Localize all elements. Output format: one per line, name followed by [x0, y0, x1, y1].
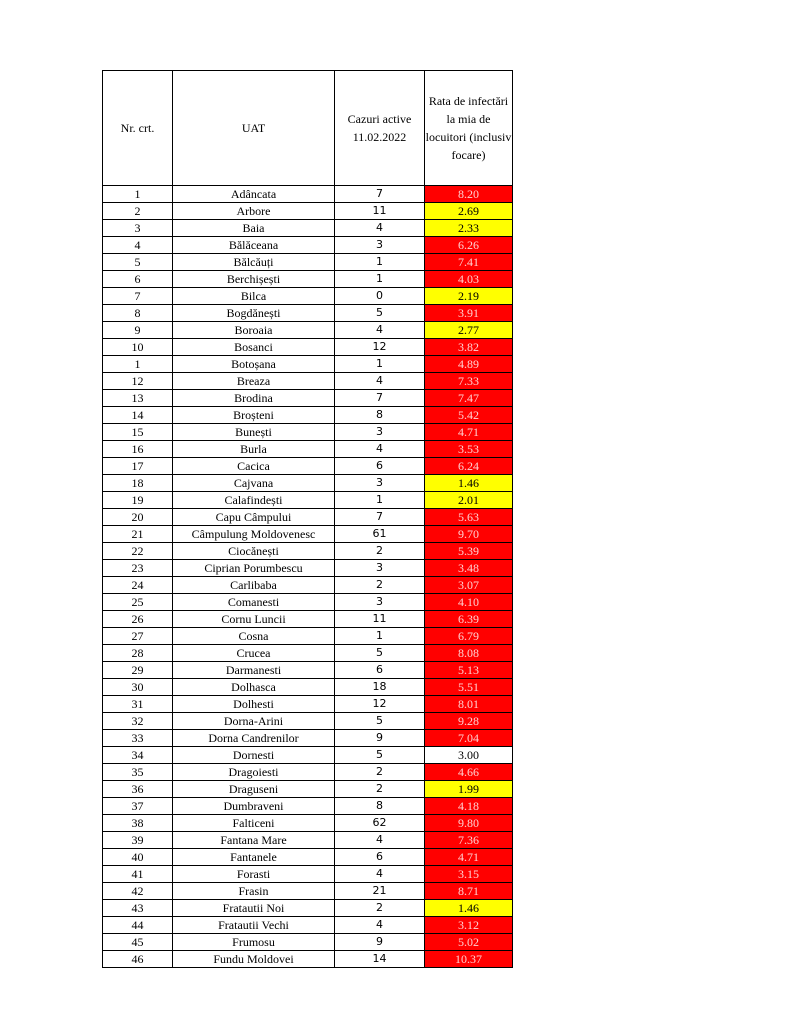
cell-nr-crt: 31	[103, 696, 173, 713]
cell-uat: Bălcăuți	[173, 254, 335, 271]
cell-infection-rate: 7.47	[425, 390, 513, 407]
cell-infection-rate: 4.66	[425, 764, 513, 781]
table-row	[103, 764, 513, 781]
table-row	[103, 628, 513, 645]
cell-uat: Cornu Luncii	[173, 611, 335, 628]
cell-uat: Draguseni	[173, 781, 335, 798]
table-row	[103, 390, 513, 407]
cell-uat: Arbore	[173, 203, 335, 220]
cell-nr-crt: 7	[103, 288, 173, 305]
cell-uat: Dornesti	[173, 747, 335, 764]
cell-nr-crt: 10	[103, 339, 173, 356]
cell-nr-crt: 32	[103, 713, 173, 730]
cell-uat: Ciocănești	[173, 543, 335, 560]
cell-uat: Fantana Mare	[173, 832, 335, 849]
cell-infection-rate: 1.46	[425, 900, 513, 917]
table-row	[103, 798, 513, 815]
cell-active-cases: 4	[335, 220, 425, 237]
cell-infection-rate: 1.99	[425, 781, 513, 798]
table-row	[103, 271, 513, 288]
cell-uat: Bălăceana	[173, 237, 335, 254]
cell-uat: Dolhesti	[173, 696, 335, 713]
cell-uat: Dolhasca	[173, 679, 335, 696]
table-row	[103, 186, 513, 203]
cell-active-cases: 11	[335, 611, 425, 628]
cell-uat: Carlibaba	[173, 577, 335, 594]
cell-nr-crt: 14	[103, 407, 173, 424]
table-row	[103, 934, 513, 951]
table-row	[103, 322, 513, 339]
cell-active-cases: 2	[335, 900, 425, 917]
cell-nr-crt: 28	[103, 645, 173, 662]
table-row	[103, 543, 513, 560]
cell-uat: Brodina	[173, 390, 335, 407]
cell-nr-crt: 1	[103, 186, 173, 203]
cell-nr-crt: 37	[103, 798, 173, 815]
header-infection-rate: Rata de infectări la mia de locuitori (inclusiv focare)	[425, 71, 513, 186]
cell-active-cases: 3	[335, 424, 425, 441]
cell-uat: Cacica	[173, 458, 335, 475]
cell-uat: Baia	[173, 220, 335, 237]
cell-uat: Fantanele	[173, 849, 335, 866]
cell-infection-rate: 2.19	[425, 288, 513, 305]
cell-uat: Cajvana	[173, 475, 335, 492]
cell-infection-rate: 6.24	[425, 458, 513, 475]
cell-nr-crt: 39	[103, 832, 173, 849]
cell-active-cases: 1	[335, 492, 425, 509]
cell-nr-crt: 25	[103, 594, 173, 611]
cell-uat: Ciprian Porumbescu	[173, 560, 335, 577]
cell-nr-crt: 17	[103, 458, 173, 475]
cell-active-cases: 4	[335, 917, 425, 934]
table-row	[103, 441, 513, 458]
table-row	[103, 509, 513, 526]
table-row	[103, 373, 513, 390]
cell-infection-rate: 9.80	[425, 815, 513, 832]
cell-infection-rate: 2.33	[425, 220, 513, 237]
cell-active-cases: 2	[335, 577, 425, 594]
cell-nr-crt: 20	[103, 509, 173, 526]
cell-active-cases: 6	[335, 662, 425, 679]
cell-infection-rate: 3.07	[425, 577, 513, 594]
cell-infection-rate: 6.79	[425, 628, 513, 645]
cell-active-cases: 4	[335, 373, 425, 390]
cell-infection-rate: 4.18	[425, 798, 513, 815]
cell-uat: Berchișești	[173, 271, 335, 288]
cell-active-cases: 8	[335, 407, 425, 424]
table-row	[103, 917, 513, 934]
infection-rate-table	[102, 70, 513, 968]
cell-infection-rate: 4.10	[425, 594, 513, 611]
cell-infection-rate: 3.15	[425, 866, 513, 883]
cell-nr-crt: 45	[103, 934, 173, 951]
cell-active-cases: 4	[335, 832, 425, 849]
cell-infection-rate: 6.26	[425, 237, 513, 254]
cell-nr-crt: 29	[103, 662, 173, 679]
table-row	[103, 220, 513, 237]
cell-nr-crt: 34	[103, 747, 173, 764]
table-row	[103, 356, 513, 373]
table-row	[103, 730, 513, 747]
cell-infection-rate: 5.13	[425, 662, 513, 679]
cell-uat: Fratautii Vechi	[173, 917, 335, 934]
cell-nr-crt: 42	[103, 883, 173, 900]
cell-active-cases: 9	[335, 730, 425, 747]
table-row	[103, 662, 513, 679]
cell-nr-crt: 44	[103, 917, 173, 934]
header-active-cases: Cazuri active 11.02.2022	[335, 71, 425, 186]
cell-active-cases: 1	[335, 254, 425, 271]
table-header	[103, 71, 513, 186]
table-row	[103, 866, 513, 883]
cell-nr-crt: 35	[103, 764, 173, 781]
cell-active-cases: 7	[335, 390, 425, 407]
cell-uat: Bosanci	[173, 339, 335, 356]
cell-nr-crt: 33	[103, 730, 173, 747]
table-row	[103, 492, 513, 509]
cell-active-cases: 3	[335, 237, 425, 254]
cell-nr-crt: 5	[103, 254, 173, 271]
table-row	[103, 424, 513, 441]
cell-infection-rate: 10.37	[425, 951, 513, 968]
cell-nr-crt: 46	[103, 951, 173, 968]
table-row	[103, 883, 513, 900]
cell-infection-rate: 8.71	[425, 883, 513, 900]
cell-infection-rate: 3.53	[425, 441, 513, 458]
cell-infection-rate: 3.91	[425, 305, 513, 322]
cell-active-cases: 2	[335, 781, 425, 798]
table-row	[103, 781, 513, 798]
cell-infection-rate: 8.01	[425, 696, 513, 713]
cell-nr-crt: 12	[103, 373, 173, 390]
cell-active-cases: 11	[335, 203, 425, 220]
cell-uat: Câmpulung Moldovenesc	[173, 526, 335, 543]
cell-infection-rate: 1.46	[425, 475, 513, 492]
cell-active-cases: 6	[335, 849, 425, 866]
cell-infection-rate: 3.48	[425, 560, 513, 577]
table-row	[103, 679, 513, 696]
cell-active-cases: 2	[335, 764, 425, 781]
table-row	[103, 475, 513, 492]
table-row	[103, 900, 513, 917]
header-uat: UAT	[173, 71, 335, 186]
cell-nr-crt: 41	[103, 866, 173, 883]
table-row	[103, 577, 513, 594]
cell-nr-crt: 30	[103, 679, 173, 696]
cell-uat: Dorna Candrenilor	[173, 730, 335, 747]
cell-infection-rate: 7.04	[425, 730, 513, 747]
table-row	[103, 713, 513, 730]
table-row	[103, 747, 513, 764]
cell-nr-crt: 15	[103, 424, 173, 441]
cell-infection-rate: 9.28	[425, 713, 513, 730]
cell-uat: Fundu Moldovei	[173, 951, 335, 968]
cell-nr-crt: 27	[103, 628, 173, 645]
cell-active-cases: 7	[335, 509, 425, 526]
cell-nr-crt: 8	[103, 305, 173, 322]
cell-active-cases: 18	[335, 679, 425, 696]
header-nr-crt: Nr. crt.	[103, 71, 173, 186]
cell-infection-rate: 3.82	[425, 339, 513, 356]
cell-uat: Crucea	[173, 645, 335, 662]
cell-uat: Frumosu	[173, 934, 335, 951]
table-row	[103, 832, 513, 849]
cell-infection-rate: 7.33	[425, 373, 513, 390]
table-row	[103, 951, 513, 968]
cell-active-cases: 4	[335, 441, 425, 458]
cell-uat: Comanesti	[173, 594, 335, 611]
cell-infection-rate: 2.77	[425, 322, 513, 339]
cell-infection-rate: 5.02	[425, 934, 513, 951]
cell-infection-rate: 5.51	[425, 679, 513, 696]
cell-nr-crt: 40	[103, 849, 173, 866]
cell-infection-rate: 5.63	[425, 509, 513, 526]
cell-active-cases: 21	[335, 883, 425, 900]
cell-active-cases: 12	[335, 339, 425, 356]
cell-nr-crt: 9	[103, 322, 173, 339]
cell-nr-crt: 23	[103, 560, 173, 577]
table-row	[103, 288, 513, 305]
cell-uat: Breaza	[173, 373, 335, 390]
table-row	[103, 305, 513, 322]
cell-nr-crt: 24	[103, 577, 173, 594]
table-row	[103, 696, 513, 713]
cell-infection-rate: 4.71	[425, 849, 513, 866]
cell-uat: Cosna	[173, 628, 335, 645]
cell-nr-crt: 36	[103, 781, 173, 798]
cell-infection-rate: 3.12	[425, 917, 513, 934]
cell-active-cases: 5	[335, 645, 425, 662]
cell-uat: Dragoiesti	[173, 764, 335, 781]
cell-active-cases: 2	[335, 543, 425, 560]
table-row	[103, 254, 513, 271]
table-row	[103, 594, 513, 611]
table-row	[103, 203, 513, 220]
cell-infection-rate: 6.39	[425, 611, 513, 628]
cell-infection-rate: 4.71	[425, 424, 513, 441]
cell-uat: Botoșana	[173, 356, 335, 373]
cell-nr-crt: 22	[103, 543, 173, 560]
cell-uat: Adâncata	[173, 186, 335, 203]
cell-active-cases: 0	[335, 288, 425, 305]
cell-infection-rate: 4.03	[425, 271, 513, 288]
cell-active-cases: 61	[335, 526, 425, 543]
cell-infection-rate: 8.20	[425, 186, 513, 203]
cell-active-cases: 5	[335, 305, 425, 322]
table-row	[103, 560, 513, 577]
cell-active-cases: 5	[335, 713, 425, 730]
table-row	[103, 849, 513, 866]
cell-uat: Dorna-Arini	[173, 713, 335, 730]
table-row	[103, 407, 513, 424]
table-row	[103, 526, 513, 543]
cell-active-cases: 12	[335, 696, 425, 713]
cell-active-cases: 8	[335, 798, 425, 815]
cell-nr-crt: 6	[103, 271, 173, 288]
cell-uat: Bogdănești	[173, 305, 335, 322]
cell-infection-rate: 4.89	[425, 356, 513, 373]
cell-active-cases: 6	[335, 458, 425, 475]
cell-uat: Boroaia	[173, 322, 335, 339]
cell-infection-rate: 7.41	[425, 254, 513, 271]
cell-infection-rate: 8.08	[425, 645, 513, 662]
cell-nr-crt: 16	[103, 441, 173, 458]
cell-uat: Bilca	[173, 288, 335, 305]
cell-active-cases: 3	[335, 475, 425, 492]
cell-active-cases: 1	[335, 356, 425, 373]
cell-uat: Capu Câmpului	[173, 509, 335, 526]
cell-active-cases: 7	[335, 186, 425, 203]
table-row	[103, 815, 513, 832]
cell-active-cases: 3	[335, 560, 425, 577]
cell-active-cases: 4	[335, 866, 425, 883]
cell-infection-rate: 7.36	[425, 832, 513, 849]
cell-active-cases: 3	[335, 594, 425, 611]
cell-nr-crt: 2	[103, 203, 173, 220]
cell-infection-rate: 9.70	[425, 526, 513, 543]
cell-nr-crt: 43	[103, 900, 173, 917]
cell-nr-crt: 26	[103, 611, 173, 628]
header-row	[103, 71, 513, 186]
cell-nr-crt: 3	[103, 220, 173, 237]
cell-infection-rate: 5.39	[425, 543, 513, 560]
cell-nr-crt: 21	[103, 526, 173, 543]
table-row	[103, 237, 513, 254]
cell-uat: Burla	[173, 441, 335, 458]
cell-uat: Darmanesti	[173, 662, 335, 679]
cell-uat: Bunești	[173, 424, 335, 441]
cell-nr-crt: 13	[103, 390, 173, 407]
table-body	[103, 186, 513, 968]
cell-uat: Frasin	[173, 883, 335, 900]
cell-infection-rate: 2.69	[425, 203, 513, 220]
cell-nr-crt: 38	[103, 815, 173, 832]
cell-infection-rate: 3.00	[425, 747, 513, 764]
cell-uat: Falticeni	[173, 815, 335, 832]
cell-infection-rate: 5.42	[425, 407, 513, 424]
cell-uat: Fratautii Noi	[173, 900, 335, 917]
table-row	[103, 645, 513, 662]
cell-uat: Forasti	[173, 866, 335, 883]
table-row	[103, 458, 513, 475]
cell-uat: Broșteni	[173, 407, 335, 424]
table-row	[103, 339, 513, 356]
cell-active-cases: 14	[335, 951, 425, 968]
cell-uat: Dumbraveni	[173, 798, 335, 815]
cell-active-cases: 1	[335, 271, 425, 288]
cell-active-cases: 5	[335, 747, 425, 764]
cell-active-cases: 9	[335, 934, 425, 951]
cell-nr-crt: 18	[103, 475, 173, 492]
cell-uat: Calafindești	[173, 492, 335, 509]
cell-nr-crt: 19	[103, 492, 173, 509]
table-row	[103, 611, 513, 628]
cell-active-cases: 1	[335, 628, 425, 645]
cell-nr-crt: 1	[103, 356, 173, 373]
cell-active-cases: 4	[335, 322, 425, 339]
cell-active-cases: 62	[335, 815, 425, 832]
cell-infection-rate: 2.01	[425, 492, 513, 509]
cell-nr-crt: 4	[103, 237, 173, 254]
